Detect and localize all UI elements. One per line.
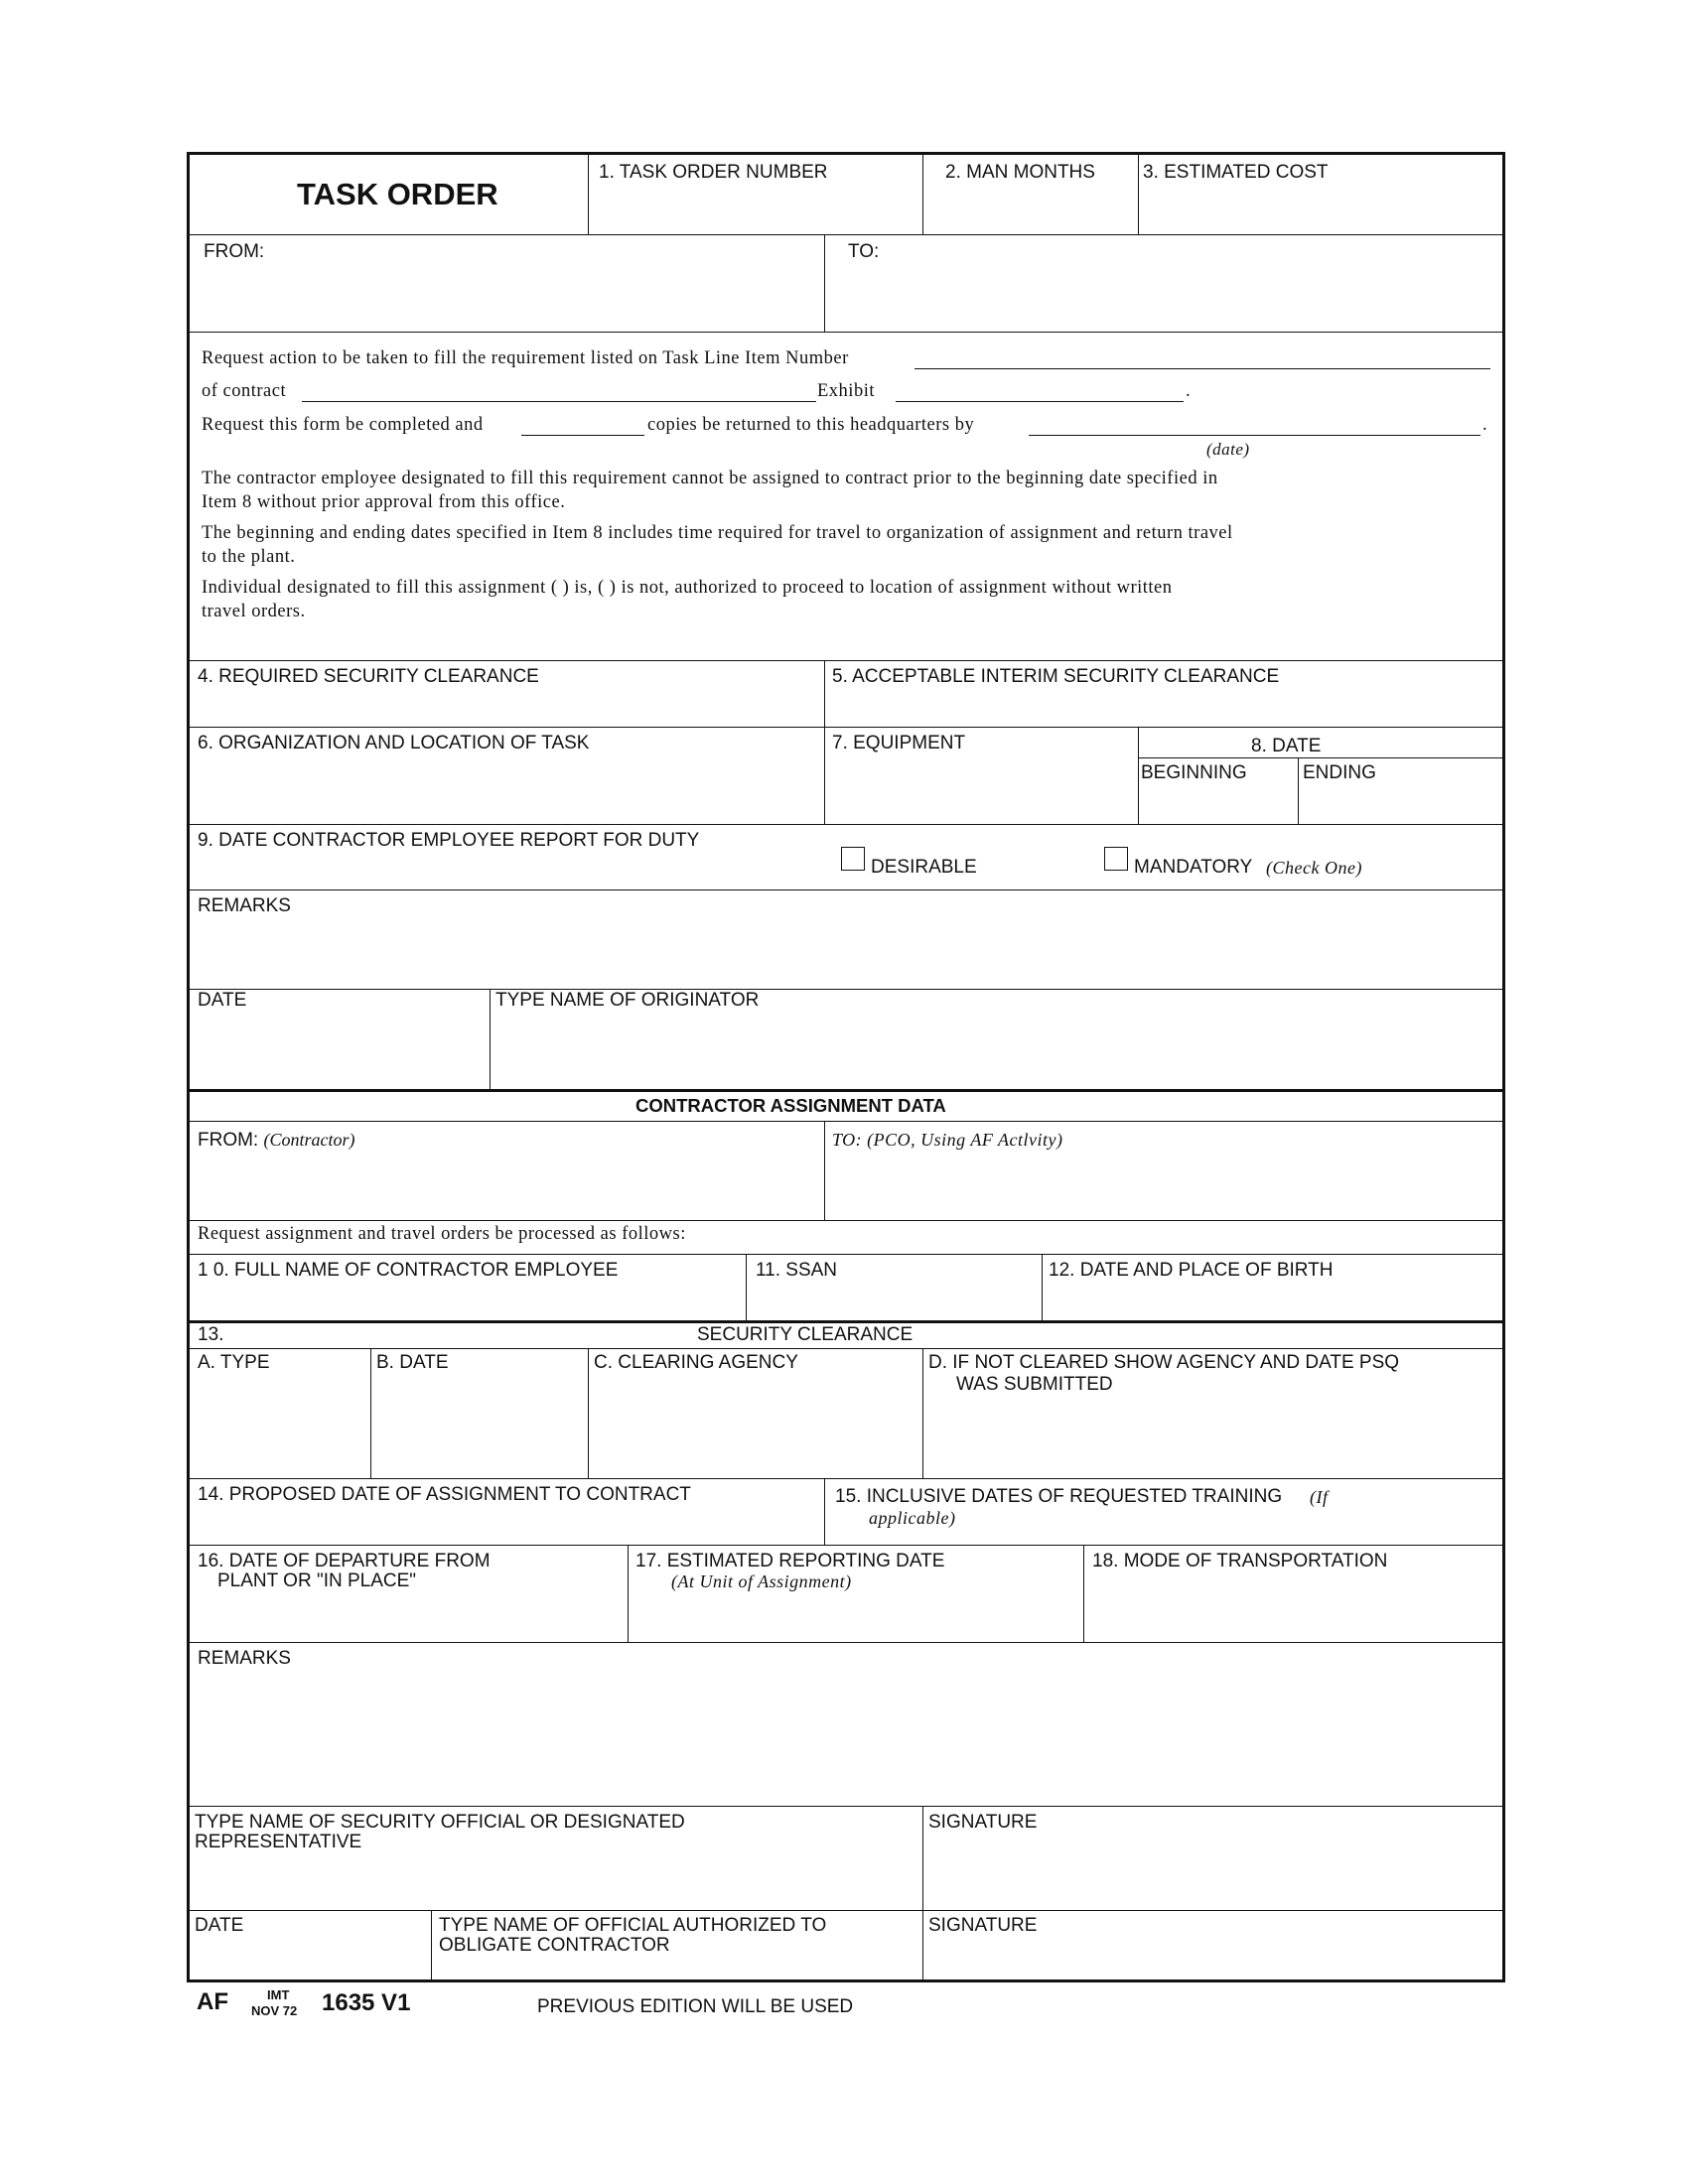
divider xyxy=(1083,1545,1084,1642)
divider xyxy=(1138,757,1502,758)
exhibit-field[interactable] xyxy=(896,401,1184,402)
paragraph-1-line-1: The contractor employee designated to fill this requirement cannot be assigned to contract prior to the beginning date specified in xyxy=(202,469,1218,488)
not-cleared-label-line-1: D. IF NOT CLEARED SHOW AGENCY AND DATE PSQ xyxy=(928,1352,1400,1373)
divider xyxy=(824,1121,825,1220)
equipment-label: 7. EQUIPMENT xyxy=(832,733,966,753)
organization-location-field[interactable] xyxy=(198,757,813,819)
date-label: DATE xyxy=(198,990,247,1011)
check-one-note: (Check One) xyxy=(1266,858,1362,878)
security-clearance-number: 13. xyxy=(198,1324,224,1345)
paragraph-3-line-2: travel orders. xyxy=(202,602,306,621)
proposed-assignment-date-label: 14. PROPOSED DATE OF ASSIGNMENT TO CONTRACT xyxy=(198,1484,691,1505)
security-clearance-title: SECURITY CLEARANCE xyxy=(697,1324,914,1345)
remarks-field[interactable] xyxy=(198,919,1498,985)
divider xyxy=(190,1642,1502,1643)
desirable-checkbox[interactable] xyxy=(841,847,865,871)
is-authorized-option[interactable] xyxy=(748,577,770,601)
training-dates-if: (If xyxy=(1310,1487,1329,1507)
date-label: 8. DATE xyxy=(1251,736,1322,756)
required-security-clearance-field[interactable] xyxy=(198,691,813,723)
clearing-agency-field[interactable] xyxy=(595,1376,916,1473)
divider xyxy=(190,889,1502,890)
remarks-label: REMARKS xyxy=(198,1648,291,1669)
clearance-type-label: A. TYPE xyxy=(198,1352,270,1373)
beginning-date-label: BEGINNING xyxy=(1141,762,1247,783)
exhibit-label: Exhibit xyxy=(817,381,875,401)
security-official-name-field[interactable] xyxy=(198,1856,913,1906)
divider xyxy=(824,234,825,332)
task-order-form xyxy=(187,152,1505,1982)
divider xyxy=(190,1806,1502,1807)
task-order-number-field[interactable] xyxy=(597,187,914,230)
from-field[interactable] xyxy=(198,266,813,326)
divider xyxy=(922,1348,923,1478)
authorized-official-signature-field[interactable] xyxy=(929,1940,1498,1979)
task-line-item-number-field[interactable] xyxy=(914,368,1490,369)
remarks-label: REMARKS xyxy=(198,895,291,916)
copies-field[interactable] xyxy=(521,435,644,436)
remarks-field[interactable] xyxy=(198,1672,1498,1801)
date-label: DATE xyxy=(195,1915,244,1936)
divider xyxy=(1138,727,1139,824)
divider xyxy=(190,1220,1502,1221)
departure-date-label-line-1: 16. DATE OF DEPARTURE FROM xyxy=(198,1551,491,1571)
date-field[interactable] xyxy=(198,1015,484,1084)
divider xyxy=(588,155,589,234)
from-contractor-field[interactable] xyxy=(198,1154,813,1215)
divider xyxy=(431,1910,432,1982)
divider xyxy=(190,660,1502,661)
paragraph-3-line-1: Individual designated to fill this assignment ( ) is, ( ) is not, authorized to proceed to location of assignment without written xyxy=(202,578,1173,598)
authorized-official-label-line-2: OBLIGATE CONTRACTOR xyxy=(439,1935,670,1956)
footer-nov72: NOV 72 xyxy=(251,2003,298,2018)
acceptable-interim-clearance-label: 5. ACCEPTABLE INTERIM SECURITY CLEARANCE xyxy=(832,666,1280,687)
authorized-official-label-line-1: TYPE NAME OF OFFICIAL AUTHORIZED TO xyxy=(439,1915,827,1936)
paragraph-1-line-2: Item 8 without prior approval from this office. xyxy=(202,492,566,512)
divider xyxy=(1042,1254,1043,1320)
training-dates-field[interactable] xyxy=(984,1509,1498,1541)
divider xyxy=(1298,757,1299,824)
divider xyxy=(190,727,1502,728)
not-cleared-field[interactable] xyxy=(929,1400,1498,1473)
divider xyxy=(190,1121,1502,1122)
divider xyxy=(190,1089,1502,1092)
man-months-field[interactable] xyxy=(929,187,1133,230)
from-label: FROM: xyxy=(204,241,265,262)
to-pco-label: TO: (PCO, Using AF Actlvity) xyxy=(832,1130,1063,1150)
clearance-date-label: B. DATE xyxy=(376,1352,449,1373)
to-field[interactable] xyxy=(833,266,1498,326)
divider xyxy=(190,1545,1502,1546)
proposed-assignment-date-field[interactable] xyxy=(198,1509,813,1541)
report-for-duty-field[interactable] xyxy=(198,855,813,885)
birth-date-place-label: 12. DATE AND PLACE OF BIRTH xyxy=(1049,1260,1334,1281)
training-dates-label-line-2: applicable) xyxy=(869,1508,956,1528)
task-order-number-label: 1. TASK ORDER NUMBER xyxy=(599,162,828,183)
desirable-label: DESIRABLE xyxy=(871,857,977,878)
signature-label: SIGNATURE xyxy=(928,1812,1038,1833)
footer-previous-edition: PREVIOUS EDITION WILL BE USED xyxy=(537,1996,854,2017)
departure-date-field[interactable] xyxy=(198,1596,621,1638)
request-assignment-text: Request assignment and travel orders be processed as follows: xyxy=(198,1224,686,1244)
acceptable-interim-clearance-field[interactable] xyxy=(833,691,1498,723)
divider xyxy=(190,1254,1502,1255)
footer-form-number: 1635 V1 xyxy=(322,1989,411,2016)
divider xyxy=(190,989,1502,990)
divider xyxy=(190,332,1502,333)
from-contractor-note: (Contractor) xyxy=(263,1130,355,1150)
equipment-field[interactable] xyxy=(833,757,1131,819)
transportation-mode-field[interactable] xyxy=(1091,1576,1498,1638)
birth-date-place-field[interactable] xyxy=(1050,1285,1498,1316)
date-field[interactable] xyxy=(196,1940,424,1979)
of-contract-label: of contract xyxy=(202,381,287,401)
footer-af: AF xyxy=(197,1988,228,2015)
originator-label: TYPE NAME OF ORIGINATOR xyxy=(495,990,760,1011)
required-security-clearance-label: 4. REQUIRED SECURITY CLEARANCE xyxy=(198,666,539,687)
beginning-date-field[interactable] xyxy=(1143,786,1292,820)
divider xyxy=(190,234,1502,235)
footer-imt: IMT xyxy=(267,1987,290,2002)
ending-date-field[interactable] xyxy=(1304,786,1498,820)
contract-field[interactable] xyxy=(302,401,816,402)
originator-field[interactable] xyxy=(497,1015,1498,1084)
ssan-label: 11. SSAN xyxy=(756,1260,838,1281)
clearance-date-field[interactable] xyxy=(376,1376,581,1473)
divider xyxy=(628,1545,629,1642)
return-date-field[interactable] xyxy=(1029,435,1480,436)
divider xyxy=(824,727,825,824)
security-official-signature-field[interactable] xyxy=(929,1837,1498,1906)
estimated-cost-label: 3. ESTIMATED COST xyxy=(1143,162,1329,183)
paragraph-2-line-2: to the plant. xyxy=(202,547,296,567)
divider xyxy=(922,1806,923,1982)
from-contractor-prefix: FROM: xyxy=(198,1130,259,1151)
divider xyxy=(190,824,1502,825)
divider xyxy=(190,1348,1502,1349)
divider xyxy=(190,1910,1502,1911)
request-line-3b: copies be returned to this headquarters by xyxy=(647,415,975,435)
not-cleared-label-line-2: WAS SUBMITTED xyxy=(956,1374,1113,1395)
clearance-type-field[interactable] xyxy=(198,1376,364,1473)
divider xyxy=(490,989,491,1089)
divider xyxy=(370,1348,371,1478)
date-caption: (date) xyxy=(1206,440,1250,459)
man-months-label: 2. MAN MONTHS xyxy=(945,162,1095,183)
form-title: TASK ORDER xyxy=(297,177,498,211)
divider xyxy=(922,155,923,234)
ssan-field[interactable] xyxy=(754,1285,1036,1316)
paragraph-2-line-1: The beginning and ending dates specified in Item 8 includes time required for travel to organization of assignment and return travel xyxy=(202,523,1233,543)
ending-date-label: ENDING xyxy=(1303,762,1376,783)
to-pco-field[interactable] xyxy=(833,1154,1498,1215)
is-not-authorized-option[interactable] xyxy=(815,577,837,601)
divider xyxy=(190,1320,1502,1323)
reporting-date-label-line-1: 17. ESTIMATED REPORTING DATE xyxy=(635,1551,945,1571)
clearing-agency-label: C. CLEARING AGENCY xyxy=(594,1352,798,1373)
request-line-3-end: . xyxy=(1482,415,1488,435)
security-official-label-line-2: REPRESENTATIVE xyxy=(195,1832,362,1852)
transportation-mode-label: 18. MODE OF TRANSPORTATION xyxy=(1092,1551,1388,1571)
employee-name-label: 1 0. FULL NAME OF CONTRACTOR EMPLOYEE xyxy=(198,1260,619,1281)
departure-date-label-line-2: PLANT OR "IN PLACE" xyxy=(217,1570,417,1591)
signature-label: SIGNATURE xyxy=(928,1915,1038,1936)
organization-location-label: 6. ORGANIZATION AND LOCATION OF TASK xyxy=(198,733,590,753)
employee-name-field[interactable] xyxy=(198,1285,739,1316)
from-contractor-label xyxy=(198,1129,355,1152)
request-line-1: Request action to be taken to fill the requirement listed on Task Line Item Number xyxy=(202,348,849,368)
authorized-official-name-field[interactable] xyxy=(438,1960,914,1979)
divider xyxy=(1138,155,1139,234)
divider xyxy=(746,1254,747,1320)
training-dates-label-line-1: 15. INCLUSIVE DATES OF REQUESTED TRAINING xyxy=(835,1486,1283,1507)
reporting-date-label-line-2: (At Unit of Assignment) xyxy=(671,1571,852,1591)
security-official-label-line-1: TYPE NAME OF SECURITY OFFICIAL OR DESIGNATED xyxy=(195,1812,685,1833)
estimated-cost-field[interactable] xyxy=(1145,187,1497,230)
mandatory-label: MANDATORY xyxy=(1134,857,1253,878)
to-label: TO: xyxy=(848,241,880,262)
report-for-duty-label: 9. DATE CONTRACTOR EMPLOYEE REPORT FOR DUTY xyxy=(198,830,700,851)
divider xyxy=(588,1348,589,1478)
divider xyxy=(190,1478,1502,1479)
request-line-3a: Request this form be completed and xyxy=(202,415,484,435)
reporting-date-field[interactable] xyxy=(634,1596,1077,1638)
exhibit-end: . xyxy=(1186,381,1192,401)
divider xyxy=(824,1478,825,1545)
divider xyxy=(824,660,825,727)
contractor-assignment-header: CONTRACTOR ASSIGNMENT DATA xyxy=(635,1095,946,1116)
mandatory-checkbox[interactable] xyxy=(1104,847,1128,871)
